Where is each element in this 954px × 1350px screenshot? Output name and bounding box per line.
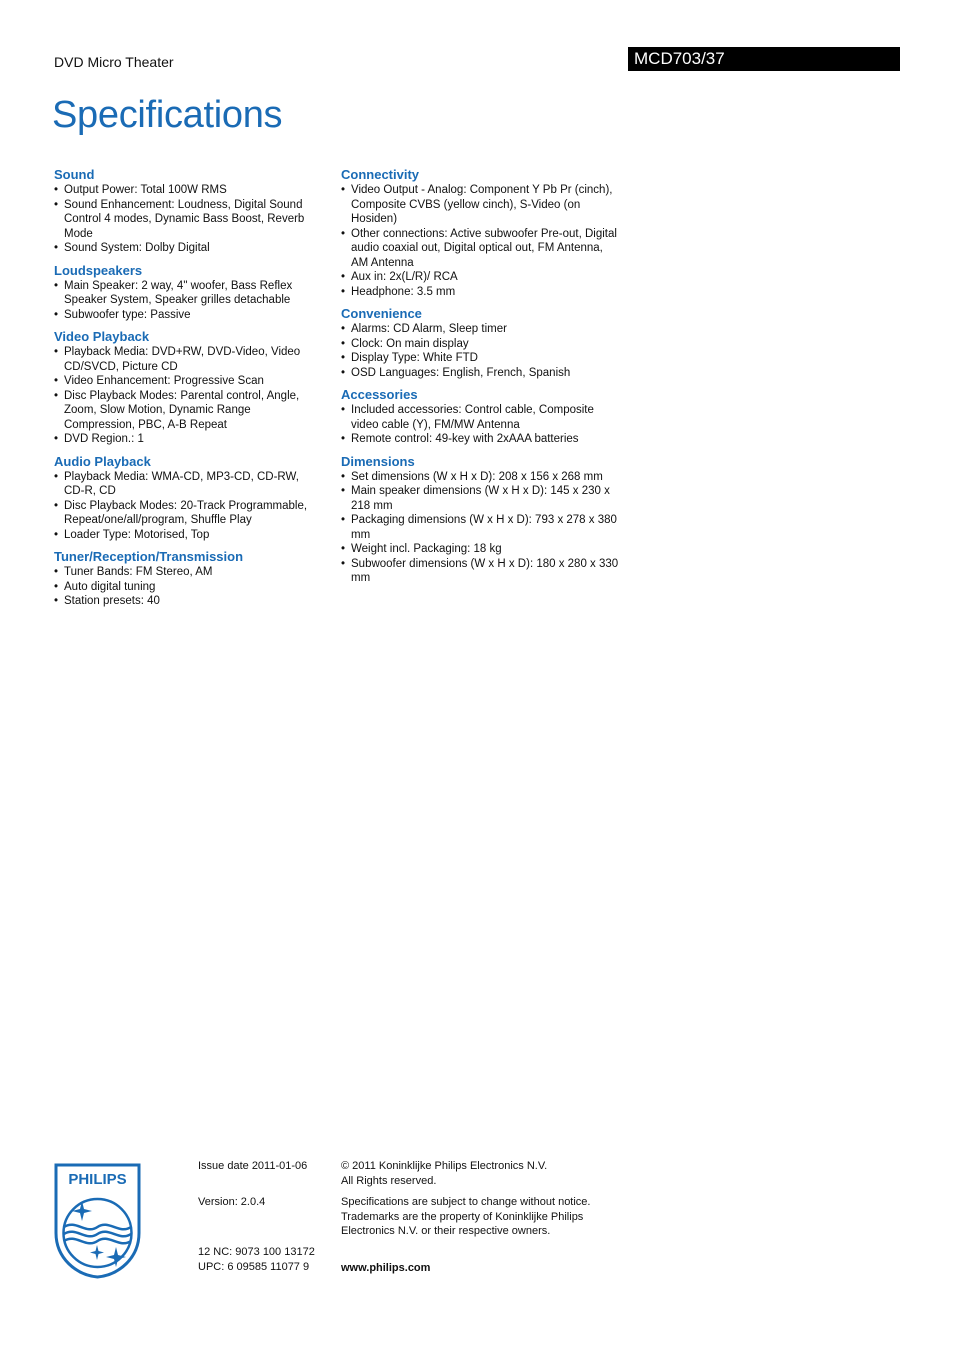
spec-list	[54, 183, 319, 256]
spec-section	[54, 167, 319, 256]
spec-item: • Remote control: 49-key with 2xAAA batteries	[341, 432, 621, 447]
spec-item: • Other connections: Active subwoofer Pre-out, Digital audio coaxial out, Digital optical out, FM Antenna, AM Antenna	[341, 227, 621, 271]
spec-list	[54, 470, 319, 543]
spec-item: • Loader Type: Motorised, Top	[54, 528, 319, 543]
section-heading: Tuner/Reception/Transmission	[54, 549, 244, 564]
section-heading: Connectivity	[341, 167, 420, 182]
spec-item: • Alarms: CD Alarm, Sleep timer	[341, 322, 621, 337]
spec-item: • Set dimensions (W x H x D): 208 x 156 x 268 mm	[341, 470, 621, 485]
spec-item: • Playback Media: DVD+RW, DVD-Video, Video CD/SVCD, Picture CD	[54, 345, 319, 374]
spec-item: • Video Enhancement: Progressive Scan	[54, 374, 319, 389]
spec-item: • Subwoofer type: Passive	[54, 308, 319, 323]
section-heading: Loudspeakers	[54, 262, 143, 278]
spec-section	[54, 263, 319, 323]
spec-item: • Disc Playback Modes: Parental control, Angle, Zoom, Slow Motion, Dynamic Range Compression, PBC, A-B Repeat	[54, 389, 319, 433]
section-heading: Convenience	[341, 306, 422, 321]
footer-legal-column	[341, 1159, 611, 1275]
spec-item: • Main speaker dimensions (W x H x D): 145 x 230 x 218 mm	[341, 484, 621, 513]
website-link[interactable]: www.philips.com	[341, 1261, 431, 1274]
spec-item: • Main Speaker: 2 way, 4" woofer, Bass Reflex Speaker System, Speaker grilles detachable	[54, 279, 319, 308]
rights: All Rights reserved.	[341, 1174, 437, 1187]
page-title: Specifications	[52, 94, 283, 136]
spec-section	[341, 306, 621, 380]
version: Version: 2.0.4	[198, 1195, 266, 1208]
section-heading: Accessories	[341, 387, 418, 402]
spec-item: • Headphone: 3.5 mm	[341, 285, 621, 300]
notice-line-2: Trademarks are the property of Koninklijke Philips	[341, 1210, 584, 1223]
spec-item: • Auto digital tuning	[54, 580, 319, 595]
philips-shield-logo	[54, 1163, 141, 1279]
spec-section	[341, 454, 621, 586]
footer-meta-column	[198, 1159, 333, 1274]
spec-section	[54, 454, 319, 543]
spec-item: • Tuner Bands: FM Stereo, AM	[54, 565, 319, 580]
spec-section	[341, 167, 621, 299]
spec-item: • OSD Languages: English, French, Spanish	[341, 366, 621, 381]
notice-line-3: Electronics N.V. or their respective owners.	[341, 1225, 551, 1237]
spec-item: • Sound System: Dolby Digital	[54, 241, 319, 256]
spec-item: • Video Output - Analog: Component Y Pb Pr (cinch), Composite CVBS (yellow cinch), S-Video (on Hosiden)	[341, 183, 621, 227]
copyright: © 2011 Koninklijke Philips Electronics N.V.	[341, 1160, 548, 1172]
issue-date: Issue date 2011-01-06	[198, 1160, 308, 1172]
spec-item: • Station presets: 40	[54, 594, 319, 609]
nc-number: 12 NC: 9073 100 13172	[198, 1246, 315, 1258]
spec-section	[54, 329, 319, 447]
spec-list	[54, 279, 319, 323]
section-heading: Audio Playback	[54, 453, 151, 469]
spec-section	[341, 387, 621, 447]
spec-item: • Playback Media: WMA-CD, MP3-CD, CD-RW, CD-R, CD	[54, 470, 319, 499]
spec-section	[54, 549, 319, 609]
section-heading: Video Playback	[54, 329, 150, 344]
model-number-bar: MCD703/37	[628, 47, 900, 71]
section-heading: Sound	[54, 167, 95, 182]
spec-list	[341, 403, 621, 447]
spec-list	[341, 322, 621, 380]
spec-item: • DVD Region.: 1	[54, 432, 319, 447]
spec-item: • Disc Playback Modes: 20-Track Programmable, Repeat/one/all/program, Shuffle Play	[54, 499, 319, 528]
upc-number: UPC: 6 09585 11077 9	[198, 1260, 310, 1273]
spec-item: • Weight incl. Packaging: 18 kg	[341, 542, 621, 557]
product-type-label: DVD Micro Theater	[54, 54, 174, 70]
spec-list	[54, 345, 319, 447]
spec-item: • Subwoofer dimensions (W x H x D): 180 x 280 x 330 mm	[341, 557, 621, 586]
spec-item: • Display Type: White FTD	[341, 351, 621, 366]
spec-item: • Clock: On main display	[341, 337, 621, 352]
spec-item: • Packaging dimensions (W x H x D): 793 x 278 x 380 mm	[341, 513, 621, 542]
spec-list	[341, 183, 621, 299]
spec-list	[341, 470, 621, 586]
spec-column-right	[341, 167, 621, 593]
spec-item: • Sound Enhancement: Loudness, Digital Sound Control 4 modes, Dynamic Bass Boost, Reverb Mode	[54, 198, 319, 242]
logo-text: PHILIPS	[68, 1171, 127, 1188]
spec-item: • Included accessories: Control cable, Composite video cable (Y), FM/MW Antenna	[341, 403, 621, 432]
notice-line-1: Specifications are subject to change without notice.	[341, 1196, 591, 1208]
spec-list	[54, 565, 319, 609]
section-heading: Dimensions	[341, 453, 415, 469]
spec-item: • Output Power: Total 100W RMS	[54, 183, 319, 198]
spec-item: • Aux in: 2x(L/R)/ RCA	[341, 270, 621, 285]
spec-column-left	[54, 167, 319, 616]
